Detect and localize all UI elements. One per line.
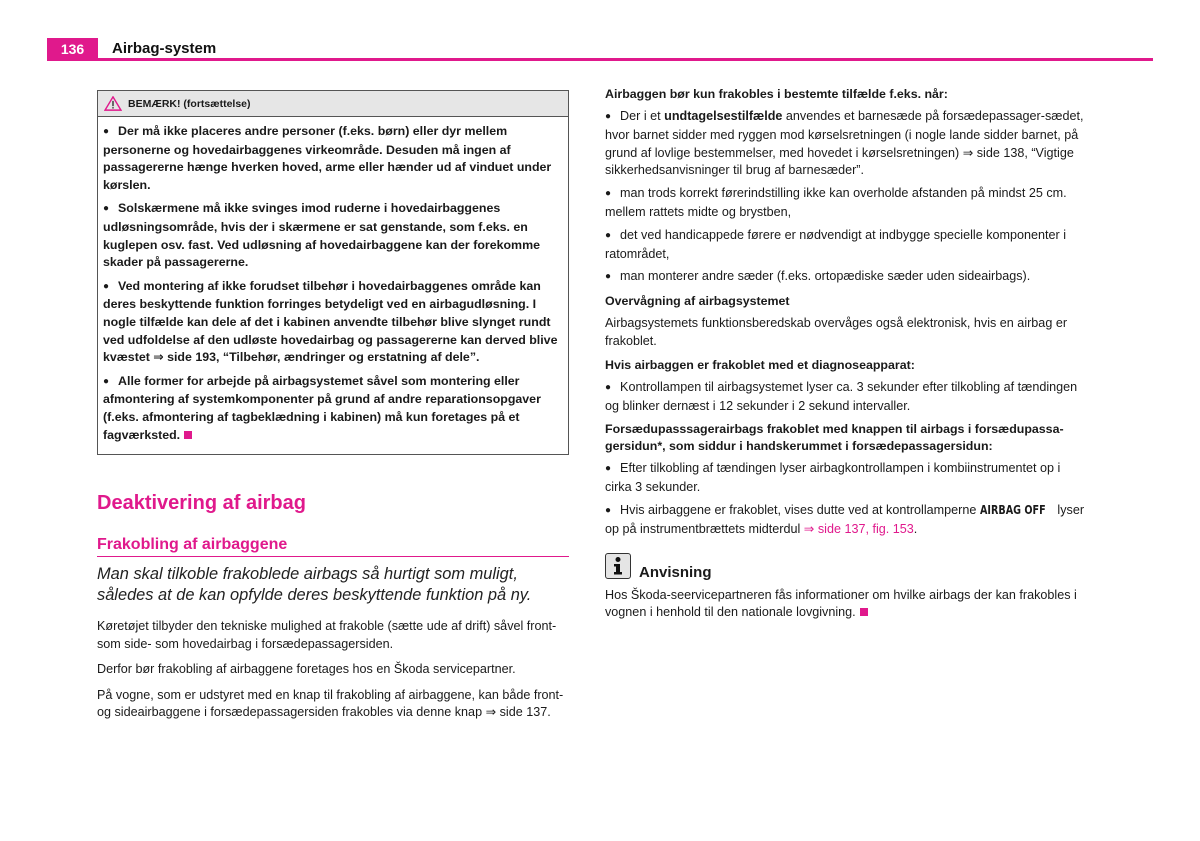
warning-notice-box bbox=[97, 90, 569, 455]
body-paragraph: Derfor bør frakobling af airbaggene foretages hos en Škoda servicepartner. bbox=[97, 662, 516, 677]
warning-notice-label: BEMÆRK! (fortsættelse) bbox=[128, 97, 251, 110]
monitoring-text: Airbagsystemets funktionsberedskab overvåges også elektronisk, hvis en airbag er frakoblet. bbox=[605, 316, 1068, 348]
button-item: ● Efter tilkobling af tændingen lyser airbagkontrollampen i kombiinstrumentet op i cirka 3 sekunder. bbox=[605, 460, 1085, 497]
body-paragraph: Køretøjet tilbyder den tekniske mulighed at frakoble (sætte ude af drift) såvel front-som side- som hovedairbag i forsædepassagersiden. bbox=[97, 619, 557, 651]
notice-item: ● Der må ikke placeres andre personer (f.eks. børn) eller dyr mellem personerne og hovedairbaggenes virkeområde. Desuden må ingen af passagererne hænge hverken hoved, arme eller hænder ud af vinduet under kørslen. bbox=[103, 123, 563, 194]
conditions-heading: Airbaggen bør kun frakobles i bestemte tilfælde f.eks. når: bbox=[605, 87, 948, 101]
monitoring-heading: Overvågning af airbagsystemet bbox=[605, 294, 790, 309]
warning-notice-header bbox=[98, 91, 568, 117]
condition-emphasis: undtagelsestilfælde bbox=[664, 109, 783, 123]
info-glyph-icon bbox=[611, 556, 625, 576]
tip-title: Anvisning bbox=[639, 563, 712, 581]
body-paragraph: På vogne, som er udstyret med en knap til frakobling af airbaggene, kan både front-og sideairbaggene i forsædepassagersiden frakobles via denne knap ⇒ side 137. bbox=[97, 687, 564, 720]
button-item bbox=[605, 502, 1085, 539]
cross-reference-link[interactable]: ⇒ side 137, fig. 153 bbox=[803, 521, 914, 536]
intro-text: Man skal tilkoble frakoblede airbags så hurtigt som muligt, således at de kan opfylde deres beskyttende funktion på ny. bbox=[97, 565, 532, 605]
warning-notice-body bbox=[98, 117, 568, 454]
end-square-icon bbox=[184, 431, 192, 439]
diagnostic-item: ● Kontrollampen til airbagsystemet lyser ca. 3 sekunder efter tilkobling af tændingen og blinker dernæst i 12 sekunder i 2 sekund intervaller. bbox=[605, 379, 1085, 416]
subsection-title: Frakobling af airbaggene bbox=[97, 536, 569, 557]
tip-text: Hos Škoda-seervicepartneren fås informationer om hvilke airbags der kan frakobles i vognen i henhold til den nationale lovgivning. bbox=[605, 587, 1077, 620]
page-number: 136 bbox=[47, 38, 98, 60]
button-item-text: Hvis airbaggene er frakoblet, vises dutte ved at kontrollamperne bbox=[620, 502, 980, 517]
condition-text: anvendes et barnesæde på forsædepassager-sædet, hvor barnet sidder med ryggen mod kørselsretningen (i nogle lande sidder barnet, på grund af lovlige bestemmelser, med hovedet i kørselsretningen) ⇒ side 138, “Vigtige sikkerhedsanvisninger til brug af barnesæder”. bbox=[605, 109, 1084, 178]
button-item-text: lyser op på instrumentbrættets midterdul bbox=[605, 502, 1085, 536]
page-header-title: Airbag-system bbox=[112, 40, 217, 57]
header-rule bbox=[47, 58, 1153, 61]
end-square-icon bbox=[860, 608, 868, 616]
notice-item: ● Ved montering af ikke forudset tilbehør i hovedairbaggenes område kan deres beskyttende funktion forringes betydeligt ved en airbagudløsning. I nogle tilfælde kan dele af det i kabinen anvendte tilbehør blive slynget rundt ved udfoldelse af den udløste hovedairbag og passagererne kan derved blive kvæstet ⇒ side 193, “Tilbehør, ændringer og erstatning af dele”. bbox=[103, 278, 563, 367]
left-column bbox=[97, 90, 569, 730]
notice-item-last bbox=[103, 373, 563, 444]
tip-paragraph bbox=[605, 587, 1085, 623]
diagnostic-heading: Hvis airbaggen er frakoblet med et diagnoseapparat: bbox=[605, 357, 915, 372]
button-item-text: . bbox=[913, 521, 918, 536]
info-icon bbox=[605, 553, 631, 579]
button-heading: Forsædupasssagerairbags frakoblet med knappen til airbags i forsædupassa-gersidun*, som siddur i handskerummet i forsædepassagersidun: bbox=[605, 422, 1064, 454]
right-column bbox=[605, 86, 1085, 627]
condition-item: ● det ved handicappede førere er nødvendigt at indbygge specielle komponenter i ratområdet, bbox=[605, 227, 1085, 264]
notice-item: ● Solskærmene må ikke svinges imod ruderne i hovedairbaggenes udløsningsområde, hvis der i skærmene er sat genstande, som f.eks. en kuglepen osv. fast. Ved udløsning af hovedairbaggene kan der forekomme skader på passagererne. bbox=[103, 200, 563, 271]
condition-item: ● man trods korrekt førerindstilling ikke kan overholde afstanden på mindst 25 cm. mellem rattets midte og brystben, bbox=[605, 185, 1085, 222]
condition-item: ● man monterer andre sæder (f.eks. ortopædiske sæder uden sideairbags). bbox=[605, 268, 1085, 287]
airbag-off-lamp-label: AIRBAG OFF bbox=[979, 502, 1046, 517]
section-title: Deaktivering af airbag bbox=[97, 492, 306, 515]
tip-header bbox=[605, 553, 1085, 579]
condition-text: Der i et bbox=[620, 109, 665, 123]
notice-item: ● Alle former for arbejde på airbagsystemet såvel som montering eller afmontering af systemkomponenter på grund af andre reparationsopgaver (f.eks. afmontering af tagbeklædning i kabinen) må kun foretages på et fagværksted. bbox=[103, 374, 541, 442]
condition-item bbox=[605, 108, 1085, 180]
warning-triangle-icon bbox=[104, 96, 122, 111]
